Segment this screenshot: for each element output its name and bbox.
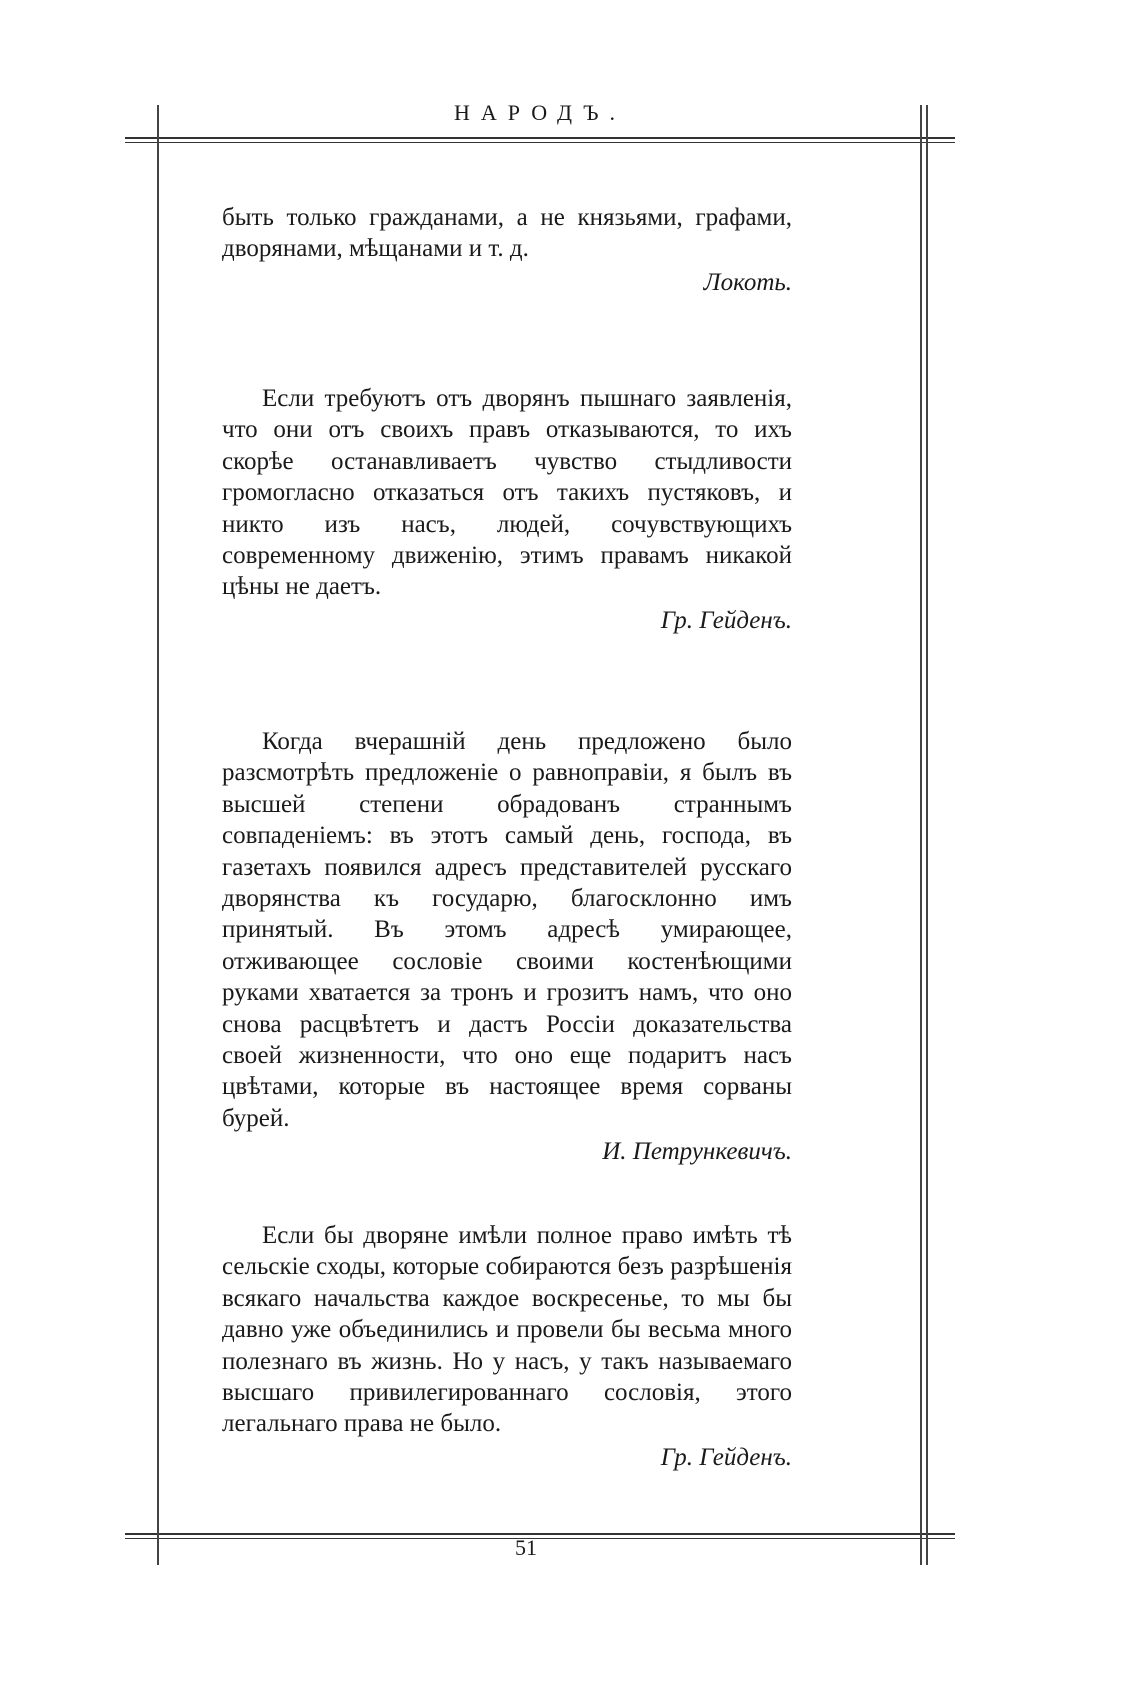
quote-author: И. Петрункевичъ. bbox=[602, 1138, 792, 1166]
quote-text: быть только гражданами, а не князьями, графами, дворянами, мѣщанами и т. д. bbox=[222, 204, 792, 263]
quote-text: Если требуютъ отъ дворянъ пышнаго заявленія, что они отъ своихъ правъ отказываются, то ихъ скорѣе останавливаетъ чувство стыдливости громогласно отказаться отъ такихъ пустяковъ, и никто изъ насъ, людей, сочувствующихъ современному движенію, этимъ правамъ никакой цѣны не даетъ. bbox=[222, 385, 792, 601]
running-header: НАРОДЪ. bbox=[453, 100, 627, 125]
quote-block-2 bbox=[222, 383, 792, 636]
bottom-rule bbox=[125, 1533, 955, 1535]
top-rule bbox=[125, 137, 955, 139]
quote-author: Гр. Гейденъ. bbox=[660, 1443, 792, 1471]
quote-block-4 bbox=[222, 1220, 792, 1473]
right-frame-line bbox=[920, 105, 922, 1565]
quote-author: Гр. Гейденъ. bbox=[660, 606, 792, 634]
top-rule-thin bbox=[125, 142, 955, 143]
quote-author: Локоть. bbox=[703, 268, 792, 296]
right-frame-line-inner bbox=[926, 105, 928, 1565]
bottom-rule-thin bbox=[125, 1538, 955, 1539]
left-frame-line bbox=[157, 105, 159, 1565]
page-number: 51 bbox=[515, 1535, 537, 1560]
quote-text: Если бы дворяне имѣли полное право имѣть тѣ сельскіе сходы, которые собираются безъ разрѣшенія всякаго начальства каждое воскресенье, то мы бы давно уже объединились и провели бы весьма много полезнаго въ жизнь. Но у насъ, у такъ называемаго высшаго привилегированнаго сословія, этого легальнаго права не было. bbox=[222, 1222, 792, 1438]
quote-block-1 bbox=[222, 202, 792, 298]
quote-block-3 bbox=[222, 726, 792, 1168]
quote-text: Когда вчерашній день предложено было разсмотрѣть предложеніе о равноправіи, я былъ въ высшей степени обрадованъ страннымъ совпаденіемъ: въ этотъ самый день, господа, въ газетахъ появился адресъ представителей русскаго дворянства къ государю, благосклонно имъ принятый. Въ этомъ адресѣ умирающее, отживающее сословіе своими костенѣющими руками хватается за тронъ и грозитъ намъ, что оно снова расцвѣтетъ и дастъ Россіи доказательства своей жизненности, что оно еще подаритъ насъ цвѣтами, которые въ настоящее время сорваны бурей. bbox=[222, 728, 792, 1132]
